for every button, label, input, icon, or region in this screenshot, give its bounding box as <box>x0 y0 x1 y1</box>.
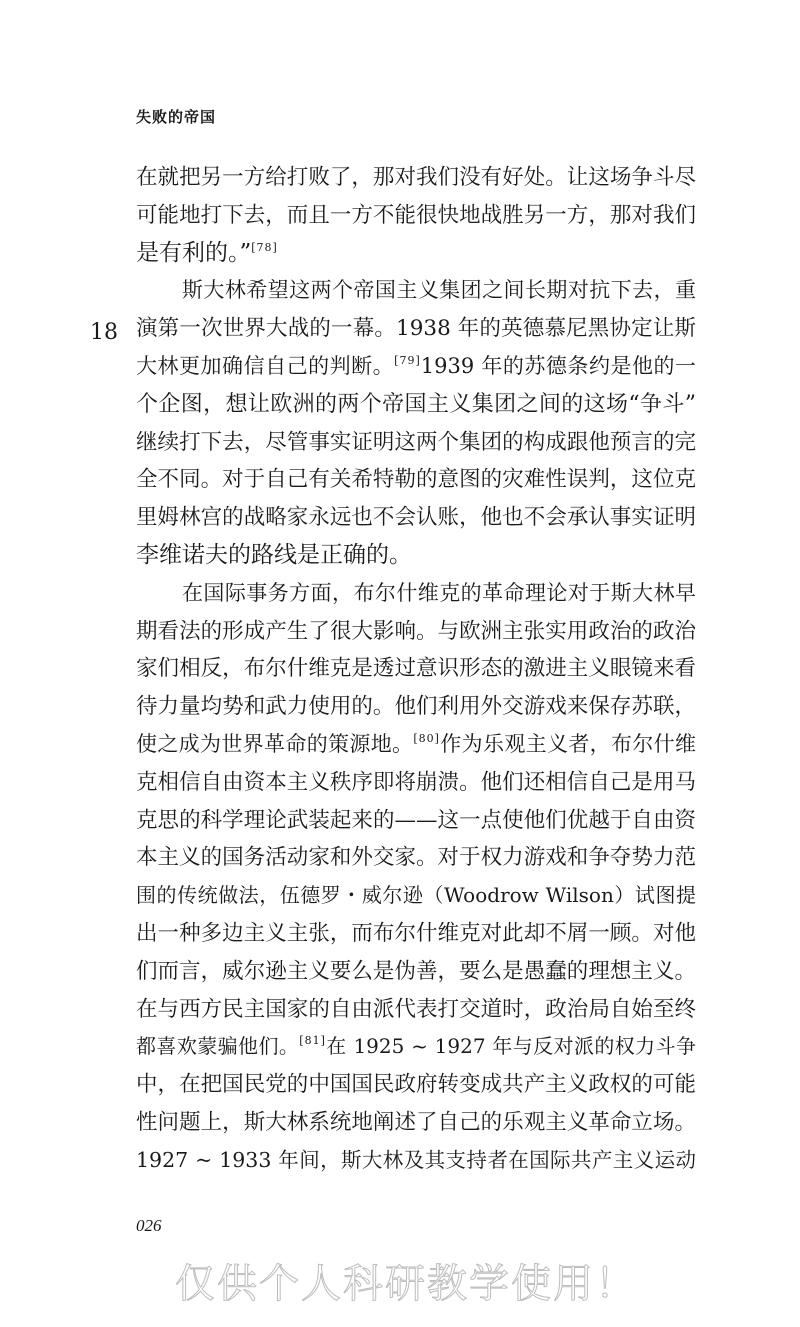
text-line: 出一种多边主义主张，而布尔什维克对此却不屑一顾。对他 <box>136 920 696 946</box>
text-line: 性问题上，斯大林系统地阐述了自己的乐观主义革命立场。 <box>136 1109 696 1135</box>
text-line: 李维诺夫的路线是正确的。 <box>136 541 412 568</box>
text-line: 待力量均势和武力使用的。他们利用外交游戏来保存苏联， <box>136 694 696 720</box>
text-line: 家们相反，布尔什维克是透过意识形态的激进主义眼镜来看 <box>136 656 696 682</box>
text-line: 在就把另一方给打败了，那对我们没有好处。让这场争斗尽 <box>136 165 696 190</box>
text-line: 里姆林宫的战略家永远也不会认账，他也不会承认事实证明 <box>136 505 696 531</box>
text-line: 在与西方民主国家的自由派代表打交道时，政治局自始至终 <box>136 996 696 1022</box>
text-line: 继续打下去，尽管事实证明这两个集团的构成跟他预言的完 <box>136 429 696 455</box>
paragraph-start-line: 在国际事务方面，布尔什维克的革命理论对于斯大林早 <box>182 580 696 605</box>
text-line: 围的传统做法，伍德罗・威尔逊（Woodrow Wilson）试图提 <box>136 883 696 908</box>
watermark-text: 仅供个人科研教学使用！ <box>175 1261 637 1307</box>
footnote-marker: [79] <box>394 353 421 367</box>
text-line: 是有利的。”[78] <box>136 239 278 266</box>
running-head: 失败的帝国 <box>136 108 217 126</box>
footnote-marker: [80] <box>413 731 440 745</box>
text-line: 本主义的国务活动家和外交家。对于权力游戏和争夺势力范 <box>136 845 696 871</box>
text-line: 都喜欢蒙骗他们。[81]在 1925 ~ 1927 年与反对派的权力斗争 <box>136 1034 697 1059</box>
body-text <box>136 159 696 1180</box>
text-line: 演第一次世界大战的一幕。1938 年的英德慕尼黑协定让斯 <box>136 316 696 342</box>
text-line: 大林更加确信自己的判断。[79]1939 年的苏德条约是他的一 <box>136 353 696 378</box>
text-line: 克相信自由资本主义秩序即将崩溃。他们还相信自己是用马 <box>136 769 696 795</box>
page-number: 026 <box>136 1216 162 1235</box>
text-line: 们而言，威尔逊主义要么是伪善，要么是愚蠢的理想主义。 <box>136 958 696 984</box>
text-line: 1927 ~ 1933 年间，斯大林及其支持者在国际共产主义运动 <box>136 1147 696 1172</box>
paragraph-start-line: 斯大林希望这两个帝国主义集团之间长期对抗下去，重 <box>182 278 696 303</box>
text-line: 个企图，想让欧洲的两个帝国主义集团之间的这场“争斗” <box>136 391 696 417</box>
text-line: 全不同。对于自己有关希特勒的意图的灾难性误判，这位克 <box>136 467 696 493</box>
footnote-marker: [78] <box>251 240 278 254</box>
text-line: 中，在把国民党的中国国民政府转变成共产主义政权的可能 <box>136 1072 696 1098</box>
text-line: 使之成为世界革命的策源地。[80]作为乐观主义者，布尔什维 <box>136 731 697 756</box>
footnote-marker: [81] <box>299 1034 326 1048</box>
text-line: 期看法的形成产生了很大影响。与欧洲主张实用政治的政治 <box>136 618 696 644</box>
text-line: 可能地打下去，而且一方不能很快地战胜另一方，那对我们 <box>136 202 696 228</box>
margin-page-marker: 18 <box>90 320 118 345</box>
text-line: 克思的科学理论武装起来的——这一点使他们优越于自由资 <box>136 807 696 833</box>
